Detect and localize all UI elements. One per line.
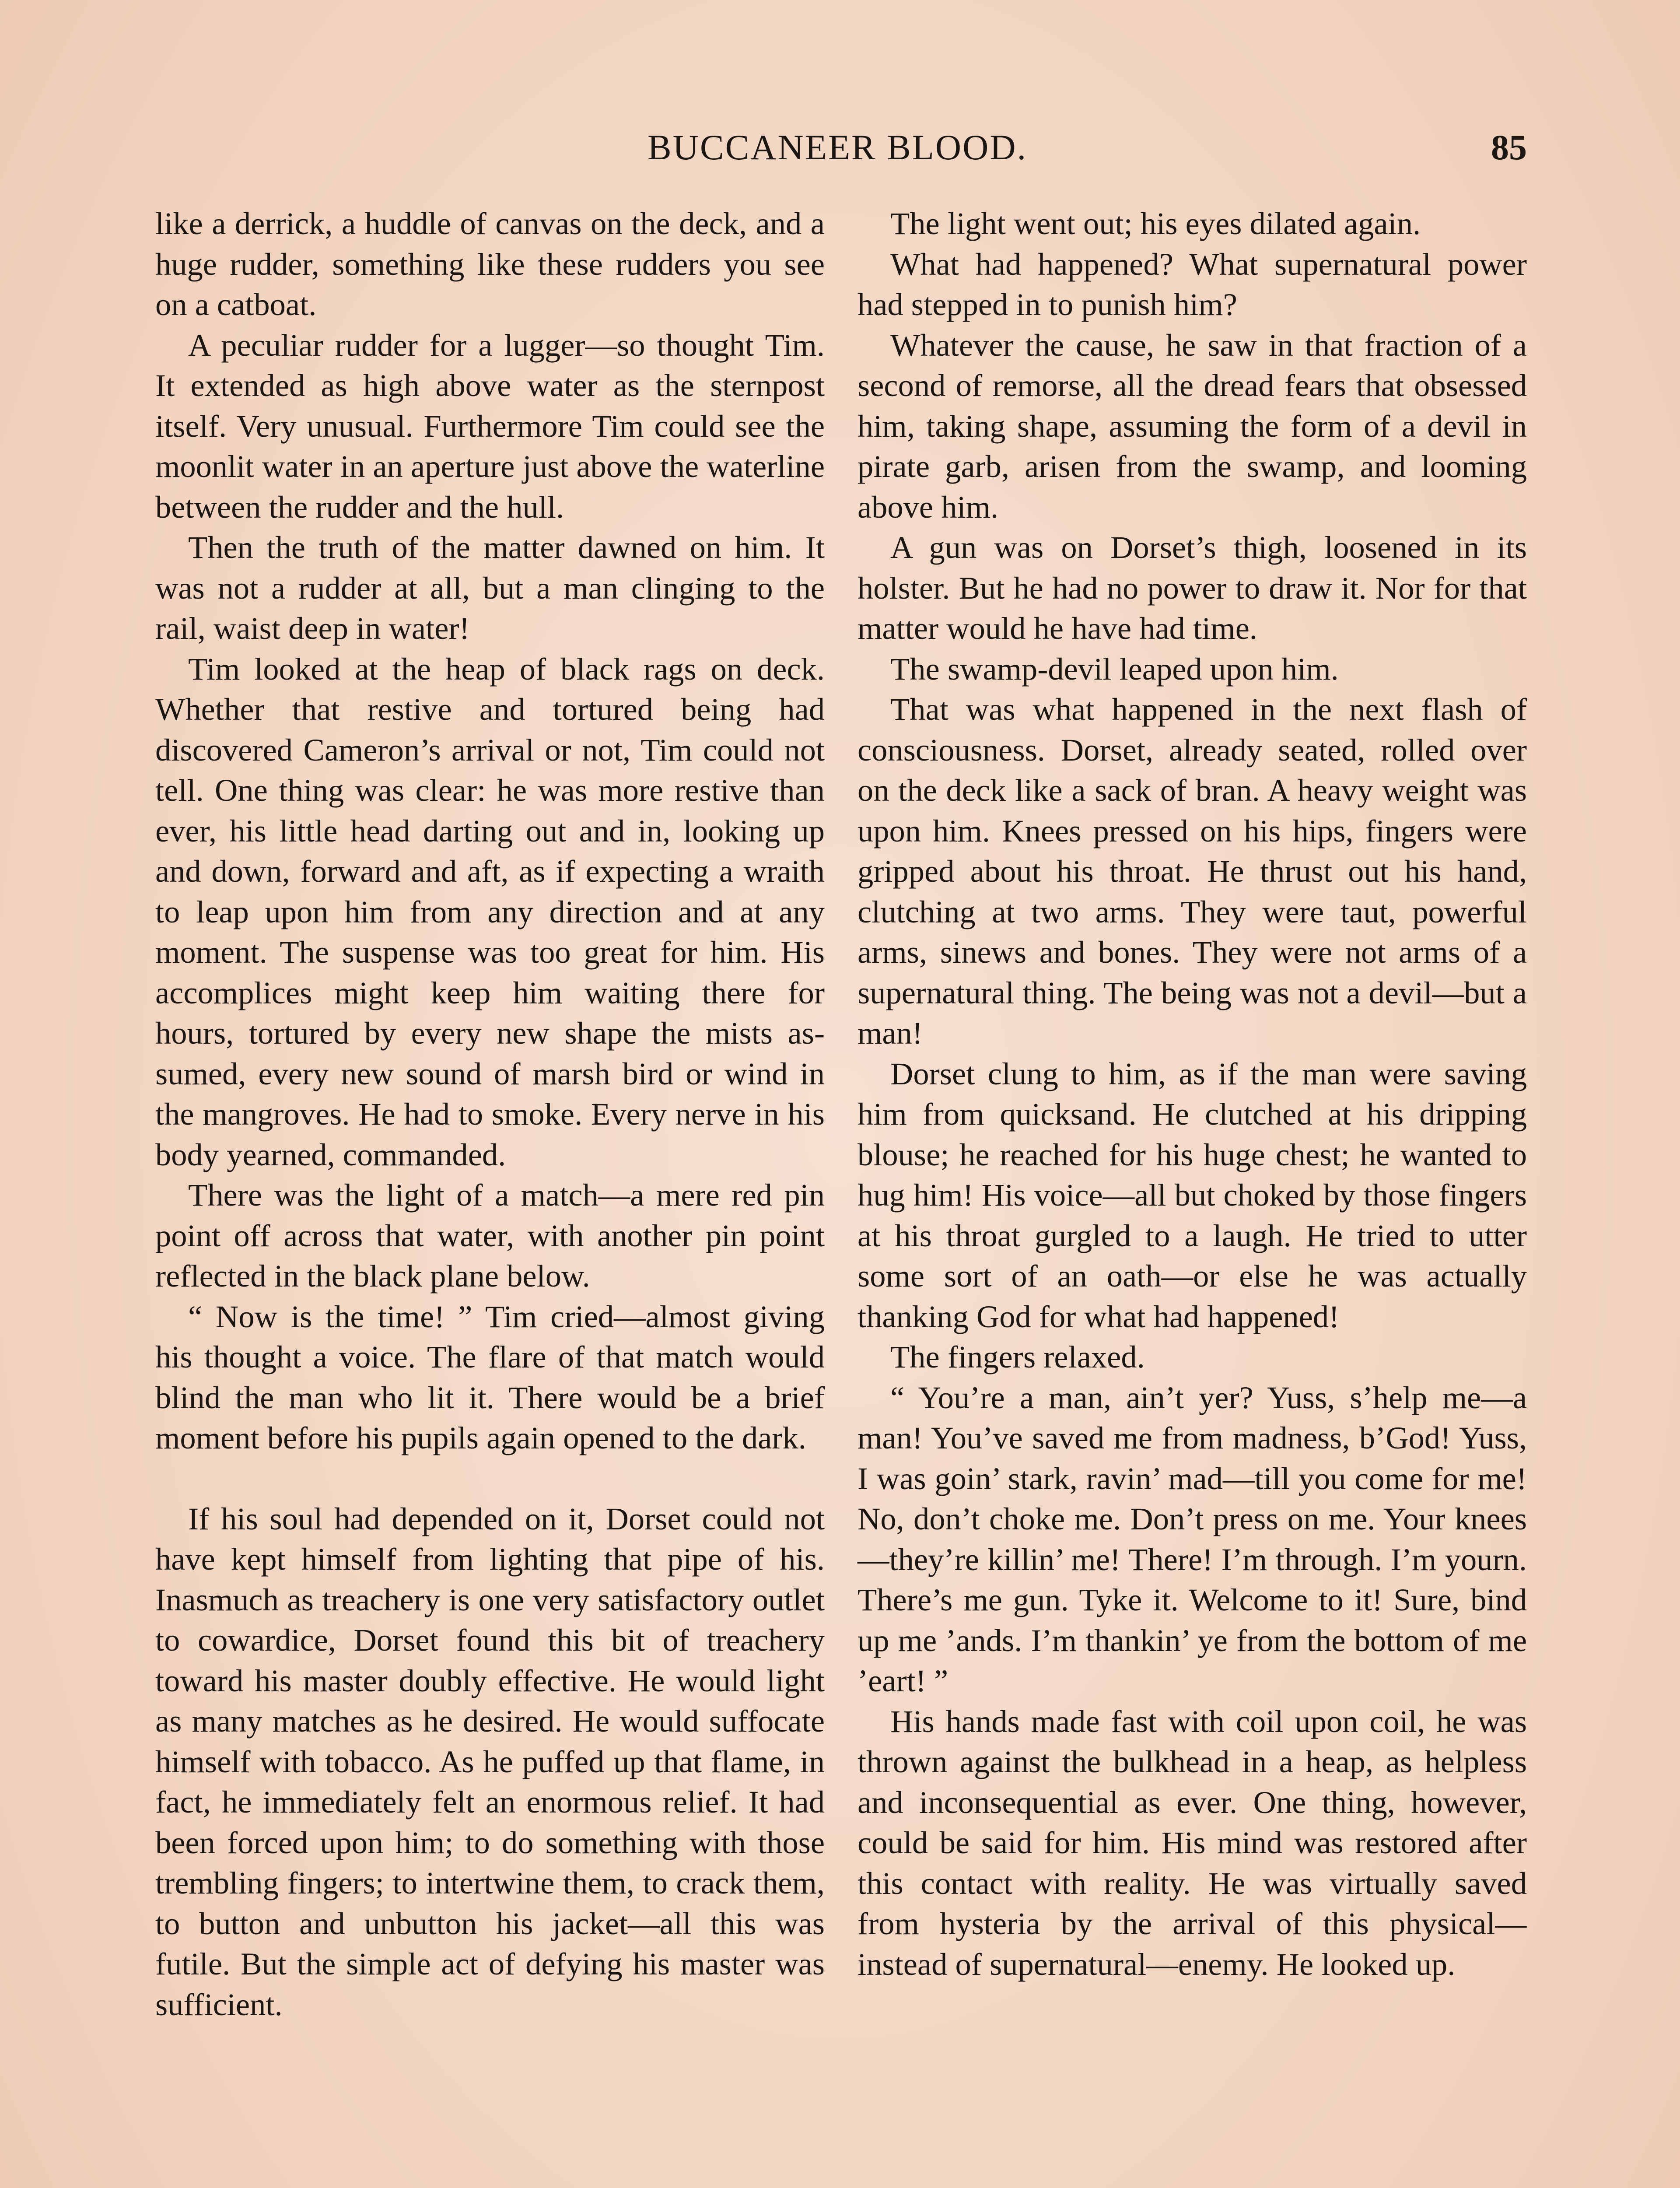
page-number: 85 bbox=[1491, 127, 1527, 167]
paragraph: His hands made fast with coil upon coil, he was thrown against the bulkhead in a heap, as helpless and inconsequential as ever. One thing, however, could be said for him. His mind was restored after this contact with reality. He was virtually saved from hysteria by the arrival of this physical—instead of supernatural—enemy. He looked up. bbox=[858, 1703, 1527, 1982]
paragraph: The light went out; his eyes dilated again. bbox=[890, 206, 1421, 241]
paragraph: If his soul had depended on it, Dorset could not have kept himself from lighting that pipe of his. Inasmuch as treachery is one very satisfactory outlet to cowardice, Dorset found this bit of treachery toward his master doubly effective. He would light as many matches as he desired. He would suffocate himself with tobacco. As he puffed up that flame, in fact, he immediately felt an enormous relief. It had been forced upon him; to do something with those trembling fingers; to intertwine them, to crack them, to button and unbutton his jacket—all this was futile. But the simple act of defying his master was sufficient. bbox=[155, 1501, 825, 2022]
left-column bbox=[155, 203, 825, 2025]
paragraph: A gun was on Dorset’s thigh, loosened in its holster. But he had no power to draw it. Nor for that matter would he have had time. bbox=[858, 529, 1527, 646]
paragraph: The swamp-devil leaped upon him. bbox=[890, 651, 1339, 687]
running-title: BUCCANEER BLOOD. bbox=[648, 127, 1028, 167]
paragraph: Tim looked at the heap of black rags on deck. Whether that restive and tortured being had discovered Cameron’s arrival or not, Tim could not tell. One thing was clear: he was more restive than ever, his little head darting out and in, looking up and down, forward and aft, as if expecting a wraith to leap upon him from any direction and at any moment. The suspense was too great for him. His accomplices might keep him waiting there for hours, tortured by every new shape the mists assumed, every new sound of marsh bird or wind in the mangroves. He had to smoke. Every nerve in his body yearned, commanded. bbox=[155, 651, 825, 1172]
paragraph: Whatever the cause, he saw in that fraction of a second of remorse, all the dread fears that obsessed him, taking shape, assuming the form of a devil in pirate garb, arisen from the swamp, and looming above him. bbox=[858, 327, 1527, 525]
paragraph: A peculiar rudder for a lugger—so thought Tim. It extended as high above water as the sternpost itself. Very unusual. Furthermore Tim could see the moonlit water in an aperture just above the waterline between the rudder and the hull. bbox=[155, 327, 825, 525]
paragraph: Then the truth of the matter dawned on him. It was not a rudder at all, but a man clinging to the rail, waist deep in water! bbox=[155, 529, 825, 646]
paragraph: Dorset clung to him, as if the man were saving him from quicksand. He clutched at his dripping blouse; he reached for his huge chest; he wanted to hug him! His voice—all but choked by those fingers at his throat gurgled to a laugh. He tried to utter some sort of an oath—or else he was actually thanking God for what had happened! bbox=[858, 1055, 1527, 1334]
paragraph: There was the light of a match—a mere red pin point off across that water, with another pin point reflected in the black plane below. bbox=[155, 1177, 825, 1294]
right-column bbox=[858, 203, 1527, 1985]
paragraph: “ Now is the time! ” Tim cried—almost giving his thought a voice. The flare of that match would blind the man who lit it. There would be a brief moment before his pupils again opened to the dark. bbox=[155, 1298, 825, 1455]
paragraph: “ You’re a man, ain’t yer? Yuss, s’help me—a man! You’ve saved me from madness, b’God! Yuss, I was goin’ stark, ravin’ mad—till you come for me! No, don’t choke me. Don’t press on me. Your knees —they’re killin’ me! There! I’m through. I’m yourn. There’s me gun. Tyke it. Welcome to it! Sure, bind up me ’ands. I’m thankin’ ye from the bottom of me ’eart! ” bbox=[858, 1379, 1527, 1698]
paragraph: The fingers relaxed. bbox=[890, 1339, 1145, 1375]
paragraph: What had happened? What supernatural power had stepped in to punish him? bbox=[858, 246, 1527, 322]
page-header bbox=[162, 127, 1527, 175]
paragraph: like a derrick, a huddle of canvas on the deck, and a huge rudder, something like these rudders you see on a catboat. bbox=[155, 206, 825, 322]
paragraph: That was what happened in the next flash of consciousness. Dorset, already seated, rolled over on the deck like a sack of bran. A heavy weight was upon him. Knees pressed on his hips, fingers were gripped about his throat. He thrust out his hand, clutching at two arms. They were taut, powerful arms, sinews and bones. They were not arms of a supernatural thing. The being was not a devil—but a man! bbox=[858, 691, 1527, 1051]
